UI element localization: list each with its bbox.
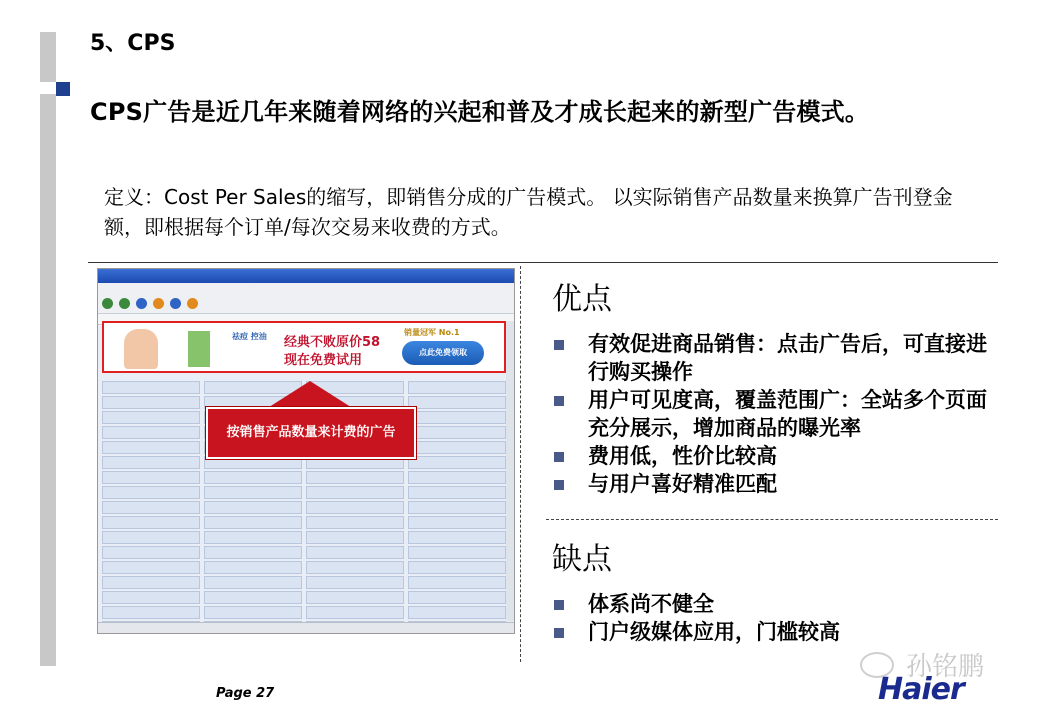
grid-cell: [102, 486, 200, 499]
left-decor-bar: [40, 32, 56, 666]
grid-cell: [204, 561, 302, 574]
list-item: [552, 470, 992, 498]
cps-ad-screenshot: [97, 268, 515, 634]
grid-cell: [306, 591, 404, 604]
grid-cell: [204, 591, 302, 604]
slide-headline: CPS广告是近几年来随着网络的兴起和普及才成长起来的新型广告模式。: [90, 98, 870, 126]
grid-cell: [408, 426, 506, 439]
grid-cell: [102, 531, 200, 544]
grid-cell: [204, 486, 302, 499]
bullet-icon: [554, 396, 564, 406]
grid-cell: [102, 381, 200, 394]
grid-cell: [102, 456, 200, 469]
section-divider: [546, 519, 998, 520]
browser-titlebar: [98, 269, 514, 283]
grid-cell: [204, 531, 302, 544]
overlay-callout: 按销售产品数量来计费的广告: [206, 407, 416, 459]
grid-cell: [408, 471, 506, 484]
grid-cell: [102, 606, 200, 619]
browser-menubar: [98, 283, 514, 293]
cons-list: [552, 590, 992, 646]
grid-cell: [408, 501, 506, 514]
pros-item-text: 与用户喜好精准匹配: [588, 472, 777, 496]
pros-item-text: 用户可见度高，覆盖范围广：全站多个页面充分展示，增加商品的曝光率: [588, 388, 987, 440]
banner-product-image: [188, 331, 210, 367]
list-item: [552, 590, 992, 618]
refresh-icon: [136, 298, 147, 309]
grid-cell: [408, 516, 506, 529]
grid-cell: [102, 576, 200, 589]
grid-cell: [204, 471, 302, 484]
banner-line1: 经典不败原价58: [284, 335, 381, 350]
browser-scrollbar: [506, 321, 514, 621]
grid-cell: [102, 561, 200, 574]
grid-cell: [306, 501, 404, 514]
browser-statusbar: [98, 622, 514, 633]
grid-cell: [306, 516, 404, 529]
grid-cell: [306, 471, 404, 484]
left-decor-gap: [40, 82, 56, 94]
cons-item-text: 门户级媒体应用，门槛较高: [588, 620, 840, 644]
grid-cell: [204, 546, 302, 559]
grid-cell: [408, 411, 506, 424]
grid-cell: [204, 606, 302, 619]
grid-cell: [102, 426, 200, 439]
cons-item-text: 体系尚不健全: [588, 592, 714, 616]
pros-heading: 优点: [552, 282, 612, 317]
horizontal-divider: [88, 262, 998, 263]
bullet-icon: [554, 480, 564, 490]
grid-cell: [102, 441, 200, 454]
grid-cell: [408, 576, 506, 589]
list-item: [552, 386, 992, 442]
banner-button: 点此免费领取: [402, 341, 484, 365]
bullet-icon: [554, 452, 564, 462]
grid-cell: [102, 396, 200, 409]
grid-cell: [102, 546, 200, 559]
grid-cell: [102, 471, 200, 484]
banner-badge: 销量冠军 No.1: [404, 328, 460, 337]
grid-cell: [102, 501, 200, 514]
pros-list: [552, 330, 992, 498]
grid-cell: [204, 576, 302, 589]
grid-cell: [306, 546, 404, 559]
list-item: [552, 442, 992, 470]
grid-cell: [408, 606, 506, 619]
grid-cell: [408, 546, 506, 559]
grid-cell: [306, 486, 404, 499]
banner-line2: 现在免费试用: [284, 353, 363, 368]
bullet-icon: [554, 628, 564, 638]
grid-cell: [408, 396, 506, 409]
grid-cell: [408, 561, 506, 574]
slide-title: 5、CPS: [90, 31, 176, 56]
up-arrow-icon: [266, 381, 354, 409]
grid-cell: [306, 606, 404, 619]
home-icon: [153, 298, 164, 309]
grid-cell: [306, 576, 404, 589]
bullet-icon: [554, 600, 564, 610]
grid-cell: [204, 501, 302, 514]
grid-cell: [408, 591, 506, 604]
search-icon: [170, 298, 181, 309]
pros-item-text: 费用低，性价比较高: [588, 444, 777, 468]
grid-cell: [408, 441, 506, 454]
vertical-divider: [520, 266, 521, 662]
browser-toolbar: [98, 293, 514, 314]
back-icon: [102, 298, 113, 309]
cons-heading: 缺点: [552, 542, 612, 577]
favorites-icon: [187, 298, 198, 309]
forward-icon: [119, 298, 130, 309]
grid-cell: [306, 531, 404, 544]
grid-cell: [408, 531, 506, 544]
bullet-icon: [554, 340, 564, 350]
pros-item-text: 有效促进商品销售：点击广告后，可直接进行购买操作: [588, 332, 987, 384]
grid-cell: [306, 561, 404, 574]
definition-text: 定义：Cost Per Sales的缩写，即销售分成的广告模式。 以实际销售产品数量来换算广告刊登金额，即根据每个订单/每次交易来收费的方式。: [104, 185, 953, 239]
page-number: Page 27: [216, 686, 275, 701]
list-item: [552, 618, 992, 646]
watermark-text: 孙铭鹏: [906, 652, 985, 682]
grid-cell: [408, 381, 506, 394]
haier-logo: Haier: [878, 672, 964, 707]
title-square-icon: [56, 82, 70, 96]
banner-model-image: [124, 329, 158, 369]
grid-cell: [204, 516, 302, 529]
grid-cell: [408, 456, 506, 469]
list-item: [552, 330, 992, 386]
grid-cell: [102, 591, 200, 604]
banner-brand: 祛痘 控油: [232, 332, 267, 341]
grid-cell: [102, 411, 200, 424]
ad-banner: [102, 321, 506, 373]
grid-cell: [102, 516, 200, 529]
grid-cell: [408, 486, 506, 499]
